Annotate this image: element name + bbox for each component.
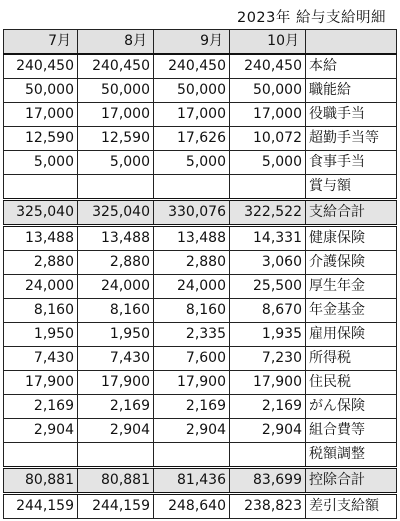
cell-care-insurance-oct: 3,060 [230,251,306,275]
cell-pension-fund-aug: 8,160 [78,299,154,323]
cell-overtime-allowance-aug: 12,590 [78,127,154,151]
cell-income-tax-jul: 7,430 [4,347,78,371]
label-base-pay: 本給 [306,54,397,79]
row-base-pay [4,54,397,79]
month-header-10: 10月 [230,30,306,55]
cell-meal-allowance-aug: 5,000 [78,151,154,175]
cell-skill-pay-sep: 50,000 [154,79,230,103]
cell-cancer-insurance-oct: 2,169 [230,395,306,419]
cell-cancer-insurance-jul: 2,169 [4,395,78,419]
cell-position-allowance-oct: 17,000 [230,103,306,127]
cell-total-deduction-sep: 81,436 [154,468,230,494]
cell-welfare-pension-jul: 24,000 [4,275,78,299]
month-header-9: 9月 [154,30,230,55]
cell-total-deduction-jul: 80,881 [4,468,78,494]
label-income-tax: 所得税 [306,347,397,371]
cell-care-insurance-sep: 2,880 [154,251,230,275]
row-income-tax [4,347,397,371]
label-total-deduction: 控除合計 [306,468,397,494]
row-union-fee [4,419,397,443]
month-header-row [4,30,397,55]
label-overtime-allowance: 超勤手当等 [306,127,397,151]
cell-income-tax-oct: 7,230 [230,347,306,371]
cell-pension-fund-jul: 8,160 [4,299,78,323]
row-total-pay [4,200,397,226]
row-overtime-allowance [4,127,397,151]
cell-base-pay-oct: 240,450 [230,54,306,79]
row-bonus [4,175,397,200]
cell-overtime-allowance-jul: 12,590 [4,127,78,151]
row-health-insurance [4,226,397,251]
row-cancer-insurance [4,395,397,419]
payslip-table [3,29,397,519]
cell-position-allowance-jul: 17,000 [4,103,78,127]
label-header [306,30,397,55]
cell-resident-tax-sep: 17,900 [154,371,230,395]
row-net-pay [4,494,397,519]
label-care-insurance: 介護保険 [306,251,397,275]
cell-total-deduction-oct: 83,699 [230,468,306,494]
cell-care-insurance-aug: 2,880 [78,251,154,275]
cell-income-tax-aug: 7,430 [78,347,154,371]
cell-welfare-pension-aug: 24,000 [78,275,154,299]
cell-overtime-allowance-oct: 10,072 [230,127,306,151]
label-position-allowance: 役職手当 [306,103,397,127]
cell-union-fee-aug: 2,904 [78,419,154,443]
cell-net-pay-oct: 238,823 [230,494,306,519]
row-welfare-pension [4,275,397,299]
cell-bonus-oct [230,175,306,200]
cell-cancer-insurance-aug: 2,169 [78,395,154,419]
cell-skill-pay-oct: 50,000 [230,79,306,103]
cell-bonus-aug [78,175,154,200]
cell-health-insurance-jul: 13,488 [4,226,78,251]
cell-pension-fund-oct: 8,670 [230,299,306,323]
cell-resident-tax-aug: 17,900 [78,371,154,395]
cell-net-pay-sep: 248,640 [154,494,230,519]
cell-employment-insurance-jul: 1,950 [4,323,78,347]
cell-employment-insurance-sep: 2,335 [154,323,230,347]
cell-tax-adjustment-aug [78,443,154,468]
cell-union-fee-sep: 2,904 [154,419,230,443]
cell-meal-allowance-sep: 5,000 [154,151,230,175]
row-tax-adjustment [4,443,397,468]
label-union-fee: 組合費等 [306,419,397,443]
row-skill-pay [4,79,397,103]
cell-tax-adjustment-jul [4,443,78,468]
row-employment-insurance [4,323,397,347]
cell-total-deduction-aug: 80,881 [78,468,154,494]
label-welfare-pension: 厚生年金 [306,275,397,299]
row-care-insurance [4,251,397,275]
cell-health-insurance-aug: 13,488 [78,226,154,251]
cell-cancer-insurance-sep: 2,169 [154,395,230,419]
cell-position-allowance-sep: 17,000 [154,103,230,127]
sheet-title: 2023年 給与支給明細 [236,10,386,26]
cell-welfare-pension-oct: 25,500 [230,275,306,299]
label-bonus: 賞与額 [306,175,397,200]
cell-base-pay-aug: 240,450 [78,54,154,79]
cell-base-pay-sep: 240,450 [154,54,230,79]
cell-base-pay-jul: 240,450 [4,54,78,79]
row-pension-fund [4,299,397,323]
cell-meal-allowance-oct: 5,000 [230,151,306,175]
label-total-pay: 支給合計 [306,200,397,226]
cell-total-pay-oct: 322,522 [230,200,306,226]
cell-net-pay-jul: 244,159 [4,494,78,519]
label-skill-pay: 職能給 [306,79,397,103]
cell-total-pay-jul: 325,040 [4,200,78,226]
row-total-deduction [4,468,397,494]
cell-meal-allowance-jul: 5,000 [4,151,78,175]
cell-income-tax-sep: 7,600 [154,347,230,371]
cell-overtime-allowance-sep: 17,626 [154,127,230,151]
cell-resident-tax-oct: 17,900 [230,371,306,395]
cell-skill-pay-aug: 50,000 [78,79,154,103]
cell-total-pay-sep: 330,076 [154,200,230,226]
row-meal-allowance [4,151,397,175]
label-tax-adjustment: 税額調整 [306,443,397,468]
cell-skill-pay-jul: 50,000 [4,79,78,103]
label-net-pay: 差引支給額 [306,494,397,519]
cell-health-insurance-oct: 14,331 [230,226,306,251]
cell-net-pay-aug: 244,159 [78,494,154,519]
label-resident-tax: 住民税 [306,371,397,395]
cell-union-fee-jul: 2,904 [4,419,78,443]
month-header-7: 7月 [4,30,78,55]
cell-welfare-pension-sep: 24,000 [154,275,230,299]
label-meal-allowance: 食事手当 [306,151,397,175]
cell-pension-fund-sep: 8,160 [154,299,230,323]
cell-tax-adjustment-sep [154,443,230,468]
cell-employment-insurance-aug: 1,950 [78,323,154,347]
cell-union-fee-oct: 2,904 [230,419,306,443]
row-resident-tax [4,371,397,395]
label-health-insurance: 健康保険 [306,226,397,251]
month-header-8: 8月 [78,30,154,55]
cell-employment-insurance-oct: 1,935 [230,323,306,347]
cell-position-allowance-aug: 17,000 [78,103,154,127]
cell-care-insurance-jul: 2,880 [4,251,78,275]
cell-tax-adjustment-oct [230,443,306,468]
cell-resident-tax-jul: 17,900 [4,371,78,395]
label-pension-fund: 年金基金 [306,299,397,323]
label-employment-insurance: 雇用保険 [306,323,397,347]
cell-bonus-sep [154,175,230,200]
cell-bonus-jul [4,175,78,200]
row-position-allowance [4,103,397,127]
label-cancer-insurance: がん保険 [306,395,397,419]
cell-health-insurance-sep: 13,488 [154,226,230,251]
cell-total-pay-aug: 325,040 [78,200,154,226]
